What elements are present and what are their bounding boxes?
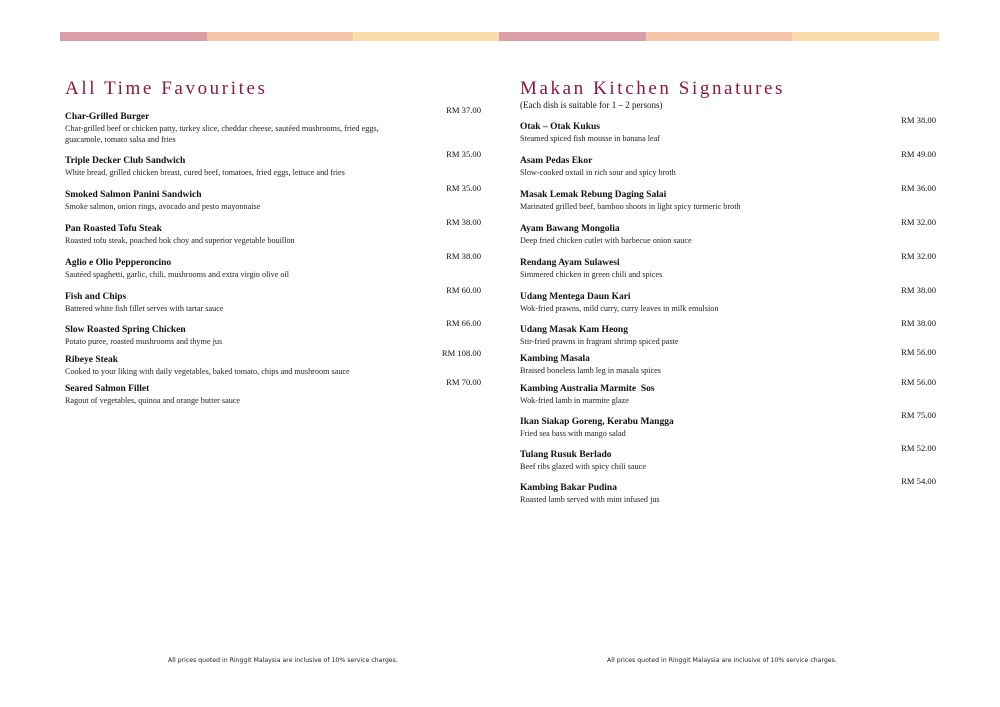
menu-item [65,285,481,314]
menu-item [520,251,936,280]
dish-price: RM 32.00 [901,217,936,227]
dish-price: RM 75.00 [901,410,936,420]
dish-description: Steamed spiced fish mousse in banana leaf [520,134,661,143]
dish-name: Kambing Bakar Pudina [520,483,617,493]
dish-description: Smoke salmon, onion rings, avocado and pesto mayonnaise [65,202,261,211]
dish-name: Char-Grilled Burger [65,112,150,122]
dish-name: Ayam Bawang Mongolia [520,224,620,234]
dish-name: Aglio e Olio Pepperoncino [65,258,172,268]
dish-name: Pan Roasted Tofu Steak [65,224,162,234]
dish-name: Ikan Siakap Goreng, Kerabu Mangga [520,417,674,427]
menu-item [520,318,936,347]
menu-item [520,183,936,212]
dish-price: RM 36.00 [901,183,936,193]
dish-name: Smoked Salmon Panini Sandwich [65,190,202,200]
dish-description: Stir-fried prawns in fragrant shrimp spiced paste [520,337,679,346]
menu-item [520,377,936,406]
dish-name: Kambing Masala [520,354,590,364]
dish-name: Kambing Australia Marmite Sos [520,384,655,394]
dish-description: Potato puree, roasted mushrooms and thyme jus [65,337,223,346]
dish-name: Udang Masak Kam Heong [520,325,628,335]
section-subtitle: (Each dish is suitable for 1 – 2 persons) [520,100,663,110]
dish-description: Cooked to your liking with daily vegetables, baked tomato, chips and mushroom sauce [65,367,350,376]
menu-item [520,285,936,314]
menu-item [65,105,481,145]
menu-item [65,217,481,246]
dish-price: RM 49.00 [901,149,936,159]
dish-description: Roasted tofu steak, poached bok choy and superior vegetable bouillon [65,236,295,245]
dish-description: Slow-cooked oxtail in rich sour and spicy broth [520,168,676,177]
dish-price: RM 35.00 [446,149,481,159]
dish-price: RM 38.00 [446,251,481,261]
dish-description: Ragout of vegetables, quinoa and orange butter sauce [65,396,241,405]
dish-price: RM 52.00 [901,443,936,453]
dish-name: Ribeye Steak [65,355,119,365]
dish-description: Marinated grilled beef, bamboo shoots in light spicy turmeric broth [520,202,741,211]
menu-item [65,183,481,212]
dish-description: Braised boneless lamb leg in masala spices [520,366,661,375]
menu-item [520,115,936,144]
menu-item [520,347,936,376]
dish-description: Fried sea bass with mango salad [520,429,626,438]
dish-description: Deep fried chicken cutlet with barbecue onion sauce [520,236,692,245]
dish-price: RM 38.00 [901,115,936,125]
menu-item [65,318,481,347]
menu-item [65,348,481,377]
menu-item [520,443,936,472]
menu-item [520,217,936,246]
menu-item [65,251,481,280]
dish-price: RM 37.00 [446,105,481,115]
top-stripe-4 [499,32,646,41]
dish-name: Triple Decker Club Sandwich [65,156,186,166]
dish-name: Masak Lemak Rebung Daging Salai [520,190,667,200]
dish-price: RM 56.00 [901,347,936,357]
dish-description: Wok-fried prawns, mild curry, curry leaves in milk emulsion [520,304,719,313]
dish-price: RM 70.00 [446,377,481,387]
dish-description: Wok-fried lamb in marmite glaze [520,396,629,405]
top-stripe-2 [207,32,353,41]
dish-name: Slow Roasted Spring Chicken [65,325,186,335]
dish-description: White bread, grilled chicken breast, cured beef, tomatoes, fried eggs, lettuce and fries [65,168,345,177]
dish-price: RM 66.00 [446,318,481,328]
service-charge-note: All prices quoted in Ringgit Malaysia are inclusive of 10% service charges. [607,657,837,664]
dish-price: RM 54.00 [901,476,936,486]
dish-name: Tulang Rusuk Berlado [520,450,612,460]
dish-name: Seared Salmon Fillet [65,384,150,394]
top-stripe-5 [646,32,792,41]
top-stripe-6 [792,32,939,41]
dish-price: RM 32.00 [901,251,936,261]
section-title: Makan Kitchen Signatures [520,78,786,99]
dish-price: RM 38.00 [901,285,936,295]
menu-item [520,476,936,505]
dish-name: Asam Pedas Ekor [520,156,593,166]
menu-item [520,410,936,439]
dish-price: RM 60.00 [446,285,481,295]
service-charge-note: All prices quoted in Ringgit Malaysia are inclusive of 10% service charges. [168,657,398,664]
dish-description: Beef ribs glazed with spicy chili sauce [520,462,646,471]
dish-description: Simmered chicken in green chili and spices [520,270,663,279]
menu-item [520,149,936,178]
dish-description: Battered white fish fillet serves with tartar sauce [65,304,224,313]
dish-price: RM 38.00 [446,217,481,227]
top-stripe-3 [353,32,499,41]
dish-price: RM 108.00 [441,348,481,358]
dish-price: RM 56.00 [901,377,936,387]
menu-item [65,149,481,178]
dish-description: Sautéed spaghetti, garlic, chili, mushrooms and extra virgin olive oil [65,270,290,279]
top-stripe-1 [60,32,207,41]
section-title: All Time Favourites [65,78,268,99]
dish-name: Udang Mentega Daun Kari [520,292,631,302]
dish-description: Char-grilled beef or chicken patty, turkey slice, cheddar cheese, sautéed mushrooms, fried eggs, guacamole, tomato salsa and fries [65,124,379,144]
dish-name: Fish and Chips [65,292,127,302]
dish-description: Roasted lamb served with mint infused jus [520,495,660,504]
dish-price: RM 38.00 [901,318,936,328]
dish-name: Rendang Ayam Sulawesi [520,258,620,268]
menu-item [65,377,481,406]
dish-price: RM 35.00 [446,183,481,193]
dish-name: Otak – Otak Kukus [520,122,600,132]
